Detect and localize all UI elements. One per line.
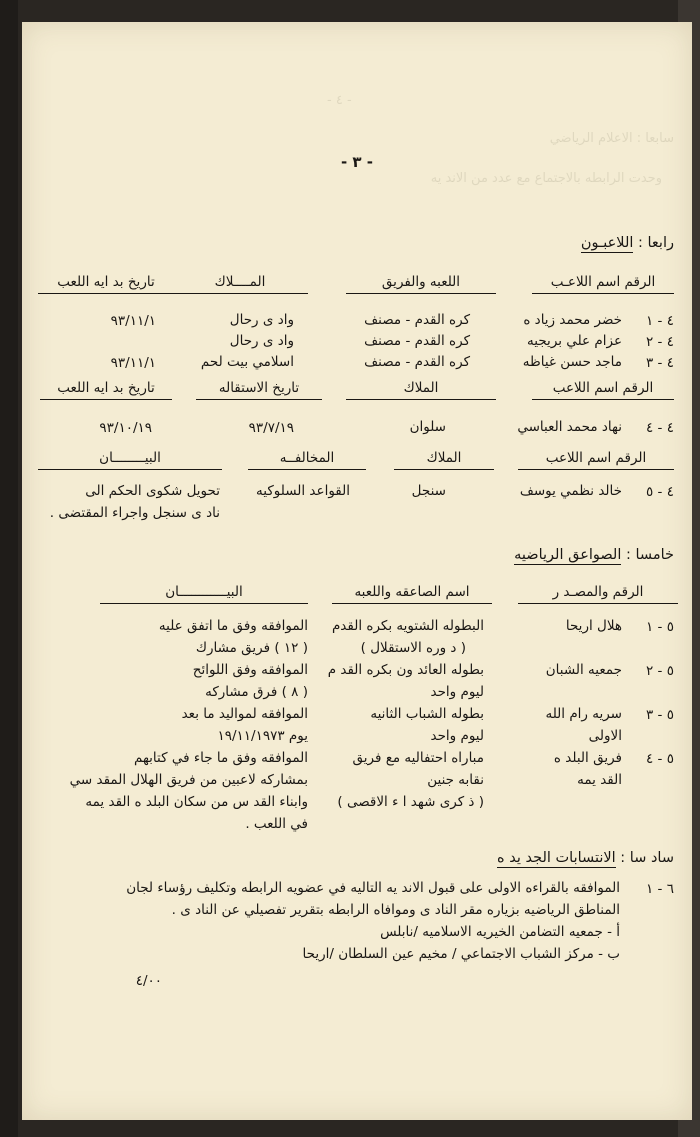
s5-row1-num: ٥ - ١	[646, 619, 674, 635]
t2-row-num: ٤ - ٤	[646, 420, 674, 436]
s5-row1-event-line1: البطوله الشتويه بكره القدم	[331, 618, 484, 634]
s5-row4-source-line2: القد يمه	[577, 772, 622, 788]
t2-row-owner: سلوان	[409, 419, 446, 435]
s5-row2-source: جمعيه الشبان	[545, 662, 622, 678]
page-footer-code: ٤/٠٠	[135, 973, 162, 989]
section-6-title: الانتسابات الجد يد ه	[497, 850, 616, 866]
page-number: - ٣ -	[340, 153, 374, 171]
s5-row3-source-line1: سريه رام الله	[545, 706, 622, 722]
t2-header-resign: تاريخ الاستقاله	[196, 381, 322, 400]
t1-row1-owner: واد ى رحال	[229, 312, 294, 328]
t1-row2-owner: واد ى رحال	[229, 333, 294, 349]
t3-row-owner: سنجل	[411, 483, 446, 499]
t1-header-game: اللعبه والفريق	[346, 275, 496, 294]
t1-header-date: تاريخ بد ايه اللعب	[38, 275, 174, 294]
t1-row1-game: كره القدم - مصنف	[364, 312, 470, 328]
s5-row1-statement-line2: ( ١٢ ) فريق مشارك	[195, 640, 308, 656]
t3-row-name: خالد نظمي يوسف	[519, 483, 622, 499]
s5-header-source: الرقم والمصـد ر	[518, 585, 678, 604]
t1-row3-date: ٩٣/١١/١	[110, 355, 156, 371]
t2-row-date: ٩٣/١٠/١٩	[99, 420, 152, 436]
s6-sub-b: ب - مركز الشباب الاجتماعي / مخيم عين السلطان /اريحا	[302, 946, 620, 962]
t3-row-statement-line1: تحويل شكوى الحكم الى	[85, 483, 220, 499]
t2-header-date: تاريخ بد ايه اللعب	[40, 381, 172, 400]
s5-header-event: اسم الصاعقه واللعبه	[332, 585, 492, 604]
t1-row3-name: ماجد حسن غياظه	[522, 354, 622, 370]
t1-row1-date: ٩٣/١١/١	[110, 313, 156, 329]
s5-row3-source-line2: الاولى	[588, 728, 622, 744]
s5-row4-event-line1: مباراه احتفاليه مع فريق	[352, 750, 484, 766]
t1-row3-num: ٤ - ٣	[646, 355, 674, 371]
s5-row3-statement-line2: يوم ١٩/١١/١٩٧٣	[217, 728, 308, 744]
s5-row3-statement-line1: الموافقه لمواليد ما بعد	[181, 706, 308, 722]
s5-row2-event-line2: ليوم واحد	[430, 684, 484, 700]
t2-header-player: الرقم اسم اللاعب	[532, 381, 674, 400]
t1-row3-owner: اسلامي بيت لحم	[200, 354, 294, 370]
t3-row-violation: القواعد السلوكيه	[256, 483, 350, 499]
t2-row-name: نهاد محمد العباسي	[517, 419, 622, 435]
section-4-title: اللاعبـون	[580, 235, 634, 251]
bleed-through-heading: سابعا : الاعلام الرياضي	[549, 131, 674, 146]
s5-header-statement: البيــــــــــــان	[100, 585, 308, 604]
t2-row-resign: ٩٣/٧/١٩	[248, 420, 294, 436]
s5-row4-event-line2: نقابه جنين	[427, 772, 484, 788]
s5-row3-event-line1: بطوله الشباب الثانيه	[370, 706, 484, 722]
s5-row4-statement-line1: الموافقه وفق ما جاء في كتابهم	[133, 750, 308, 766]
section-5-title: الصواعق الرياضيه	[514, 547, 622, 563]
s5-row4-num: ٥ - ٤	[646, 751, 674, 767]
s5-row1-statement-line1: الموافقه وفق ما اتفق عليه	[158, 618, 308, 634]
document-page	[22, 22, 692, 1120]
t3-row-statement-line2: ناد ى سنجل واجراء المقتضى .	[49, 505, 220, 521]
s5-row3-num: ٥ - ٣	[646, 707, 674, 723]
section-5-heading	[514, 547, 674, 564]
page-content	[22, 22, 692, 1120]
s5-row4-statement-line3: وابناء القد س من سكان البلد ه القد يمه	[85, 794, 308, 810]
scan-border-left	[0, 0, 18, 1137]
s5-row3-event-line2: ليوم واحد	[430, 728, 484, 744]
s5-row4-source-line1: فريق البلد ه	[553, 750, 622, 766]
s5-row1-source: هلال اريحا	[565, 618, 622, 634]
s5-row2-statement-line2: ( ٨ ) فرق مشاركه	[205, 684, 308, 700]
s6-sub-a: أ - جمعيه التضامن الخيريه الاسلاميه /نابلس	[380, 924, 620, 940]
s5-row2-statement-line1: الموافقه وفق اللوائح	[192, 662, 308, 678]
t3-header-violation: المخالفــه	[248, 451, 366, 470]
s5-row2-num: ٥ - ٢	[646, 663, 674, 679]
t1-row2-name: عزام علي بريجيه	[527, 333, 622, 349]
s6-line2: المناطق الرياضيه بزياره مقر الناد ى وموافاه الرابطه بتقرير تفصيلي عن الناد ى .	[171, 902, 620, 918]
section-4-label: رابعا :	[638, 235, 674, 251]
section-5-label: خامسا :	[626, 547, 674, 563]
s5-row1-event-line2: ( د وره الاستقلال )	[360, 640, 466, 656]
t3-header-statement: البيــــــــان	[38, 451, 222, 470]
t3-row-num: ٤ - ٥	[646, 484, 674, 500]
t2-header-owner: الملاك	[346, 381, 496, 400]
s6-item-num: ٦ - ١	[646, 881, 674, 897]
t1-header-owner: المــــلاك	[172, 275, 308, 294]
s5-row4-statement-line4: في اللعب .	[245, 816, 308, 832]
t1-row3-game: كره القدم - مصنف	[364, 354, 470, 370]
s5-row4-statement-line2: بمشاركه لاعبين من فريق الهلال المقد سي	[69, 772, 308, 788]
s6-line1: الموافقه بالقراءه الاولى على قبول الاند يه التاليه في عضويه الرابطه وتكليف رؤساء لجان	[126, 880, 620, 896]
t1-row1-name: خضر محمد زياد ه	[523, 312, 622, 328]
bleed-through-page-number: - ٤ -	[327, 93, 352, 108]
s5-row2-event-line1: بطوله العائد ون بكره القد م	[327, 662, 484, 678]
section-6-label: ساد سا :	[620, 850, 674, 866]
t3-header-owner: الملاك	[394, 451, 494, 470]
section-4-heading	[581, 235, 674, 252]
bleed-through-line: وحدت الرابطه بالاجتماع مع عدد من الاند يه	[430, 171, 662, 186]
section-6-heading	[497, 850, 674, 867]
t1-row2-game: كره القدم - مصنف	[364, 333, 470, 349]
t1-row2-num: ٤ - ٢	[646, 334, 674, 350]
s5-row4-event-line3: ( ذ كرى شهد ا ء الاقصى )	[337, 794, 484, 810]
t3-header-player: الرقم اسم اللاعب	[518, 451, 674, 470]
t1-header-player: الرقم اسم اللاعـب	[532, 275, 674, 294]
t1-row1-num: ٤ - ١	[646, 313, 674, 329]
